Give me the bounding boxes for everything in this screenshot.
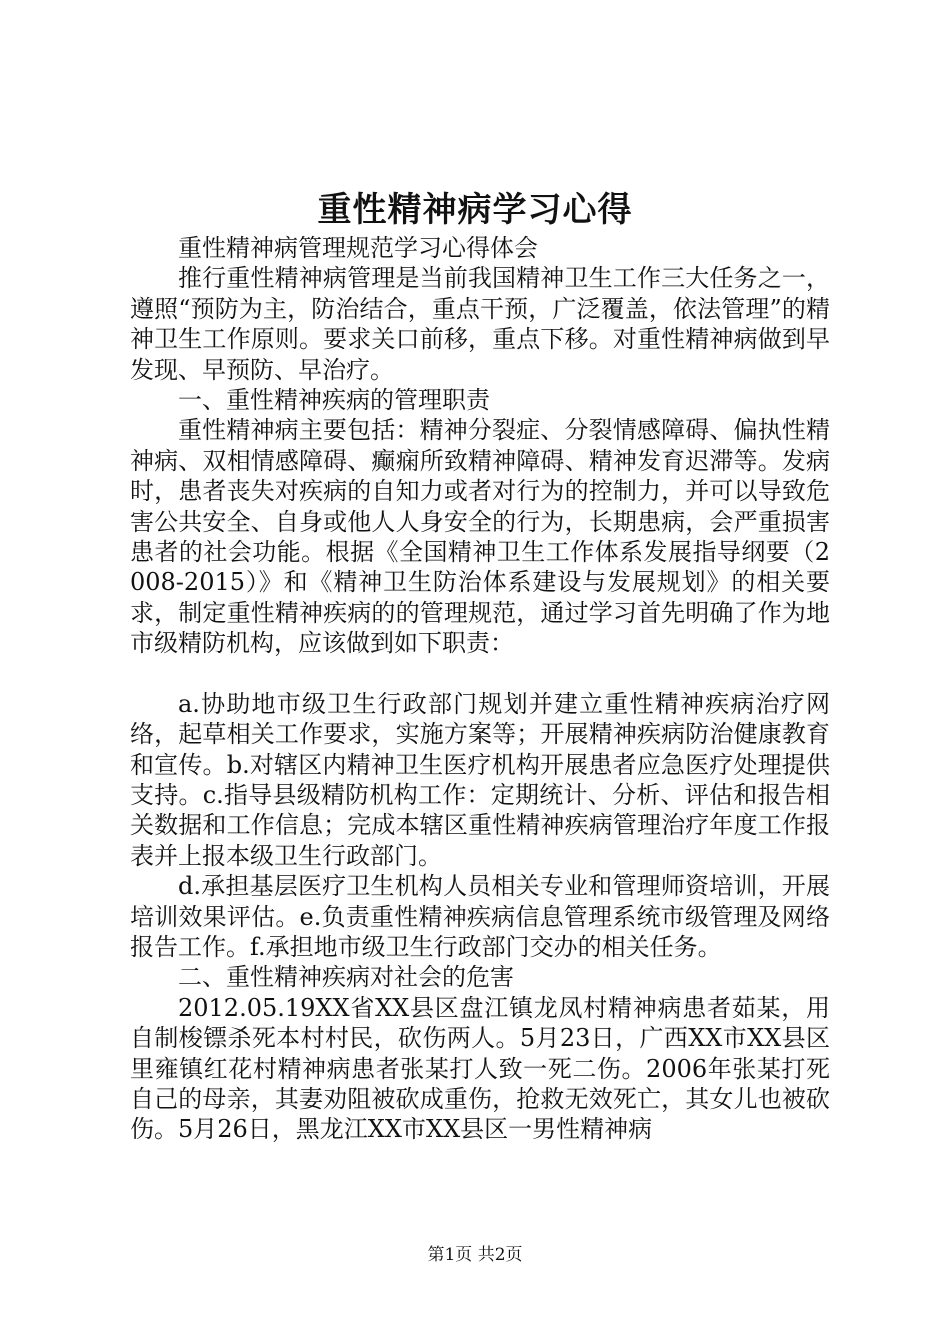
section-heading-2: 二、重性精神疾病对社会的危害: [178, 963, 514, 992]
page-number-footer: 第1页 共2页: [427, 1245, 523, 1265]
section-heading-1: 一、重性精神疾病的管理职责: [178, 386, 490, 415]
intro-paragraph: 推行重性精神病管理是当前我国精神卫生工作三大任务之一，遵照“预防为主，防治结合，重点干预，广泛覆盖，依法管理”的精神卫生工作原则。要求关口前移，重点下移。对重性精神病做到早发现、早预防、早治疗。: [130, 264, 830, 384]
body-paragraph: 重性精神病主要包括：精神分裂症、分裂情感障碍、偏执性精神病、双相情感障碍、癫痫所致精神障碍、精神发育迟滞等。发病时，患者丧失对疾病的自知力或者对行为的控制力，并可以导致危害公共安全、自身或他人人身安全的行为，长期患病，会严重损害患者的社会功能。根据《全国精神卫生工作体系发展指导纲要（2008-2015）》和《精神卫生防治体系建设与发展规划》的相关要求，制定重性精神疾病的的管理规范，通过学习首先明确了作为地市级精防机构，应该做到如下职责：: [130, 416, 830, 658]
document-body: [130, 233, 830, 1145]
duties-paragraph-continued: d.承担基层医疗卫生机构人员相关专业和管理师资培训，开展培训效果评估。e.负责重性精神疾病信息管理系统市级管理及网络报告工作。f.承担地市级卫生行政部门交办的相关任务。: [130, 872, 830, 961]
document-title: 重性精神病学习心得: [317, 190, 633, 230]
cases-paragraph: 2012.05.19XX省XX县区盘江镇龙凤村精神病患者茹某，用自制梭镖杀死本村村民，砍伤两人。5月23日，广西XX市XX县区里雍镇红花村精神病患者张某打人致一死二伤。2006年张某打死自己的母亲，其妻劝阻被砍成重伤，抢救无效死亡，其女儿也被砍伤。5月26日，黑龙江XX市XX县区一男性精神病: [130, 993, 830, 1144]
duties-paragraph: a.协助地市级卫生行政部门规划并建立重性精神疾病治疗网络，起草相关工作要求，实施方案等；开展精神疾病防治健康教育和宣传。b.对辖区内精神卫生医疗机构开展患者应急医疗处理提供支持。c.指导县级精防机构工作：定期统计、分析、评估和报告相关数据和工作信息；完成本辖区重性精神疾病管理治疗年度工作报表并上报本级卫生行政部门。: [130, 689, 830, 870]
subtitle-paragraph: 重性精神病管理规范学习心得体会: [178, 234, 538, 262]
